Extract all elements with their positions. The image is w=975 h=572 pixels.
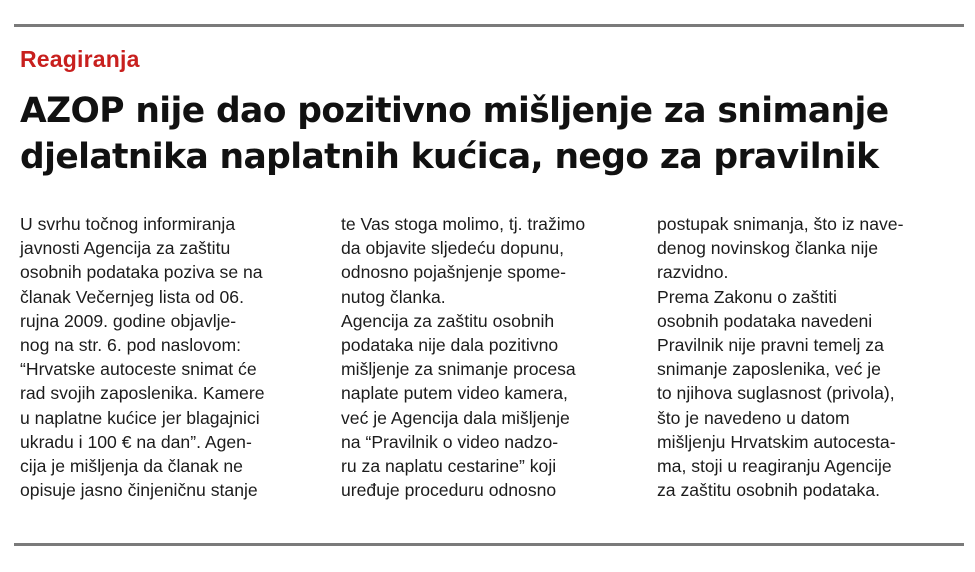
body-line: za zaštitu osobnih podataka. (657, 480, 881, 501)
body-line: razvidno. (657, 262, 729, 283)
body-line: ma, stoji u reagiranju Agencije (657, 456, 892, 477)
body-line: u naplatne kućice jer blagajnici (20, 407, 260, 428)
body-line: denog novinskog članka nije (657, 238, 879, 259)
body-line: cija je mišljenja da članak ne (20, 456, 243, 477)
body-line: osobnih podataka poziva se na (20, 262, 263, 283)
body-line: opisuje jasno činjeničnu stanje (20, 480, 258, 501)
body-line: Agencija za zaštitu osobnih (341, 310, 555, 331)
body-line: uređuje proceduru odnosno (341, 480, 557, 501)
body-line: to njihova suglasnost (privola), (657, 383, 895, 404)
body-line: Prema Zakonu o zaštiti (657, 286, 837, 307)
body-line: nog na str. 6. pod naslovom: (20, 335, 242, 356)
body-line: U svrhu točnog informiranja (20, 214, 236, 234)
body-line: Pravilnik nije pravni temelj za (657, 335, 884, 356)
body-line: odnosno pojašnjenje spome- (341, 262, 566, 283)
body-line: nutog članka. (341, 286, 446, 307)
section-label: Reagiranja (20, 46, 140, 72)
body-line: ru za naplatu cestarine” koji (341, 456, 557, 477)
body-column-1 (20, 212, 330, 502)
body-line: naplate putem video kamera, (341, 383, 568, 404)
body-line: te Vas stoga molimo, tj. tražimo (341, 214, 586, 234)
body-line: na “Pravilnik o video nadzo- (341, 431, 559, 452)
body-line: što je navedeno u datom (657, 407, 850, 428)
body-line: javnosti Agencija za zaštitu (20, 238, 231, 259)
body-line: snimanje zaposlenika, već je (657, 359, 881, 380)
body-column-3 (657, 212, 967, 502)
body-line: da objavite sljedeću dopunu, (341, 238, 565, 259)
body-line: članak Večernjeg lista od 06. (20, 286, 244, 307)
body-column-2 (341, 212, 651, 502)
body-line: već je Agencija dala mišljenje (341, 407, 570, 428)
body-line: mišljenju Hrvatskim autocesta- (657, 431, 896, 452)
body-line: “Hrvatske autoceste snimat će (20, 359, 257, 380)
body-line: osobnih podataka navedeni (657, 310, 873, 331)
body-line: rad svojih zaposlenika. Kamere (20, 383, 265, 404)
headline (20, 88, 965, 180)
top-rule (14, 24, 964, 27)
headline-line: djelatnika naplatnih kućica, nego za pravilnik (20, 137, 879, 177)
body-line: podataka nije dala pozitivno (341, 335, 559, 356)
headline-line: AZOP nije dao pozitivno mišljenje za snimanje (20, 91, 889, 131)
body-line: mišljenje za snimanje procesa (341, 359, 576, 380)
body-line: rujna 2009. godine objavlje- (20, 310, 237, 331)
body-line: postupak snimanja, što iz nave- (657, 214, 904, 234)
bottom-rule (14, 543, 964, 546)
body-line: ukradu i 100 € na dan”. Agen- (20, 431, 252, 452)
